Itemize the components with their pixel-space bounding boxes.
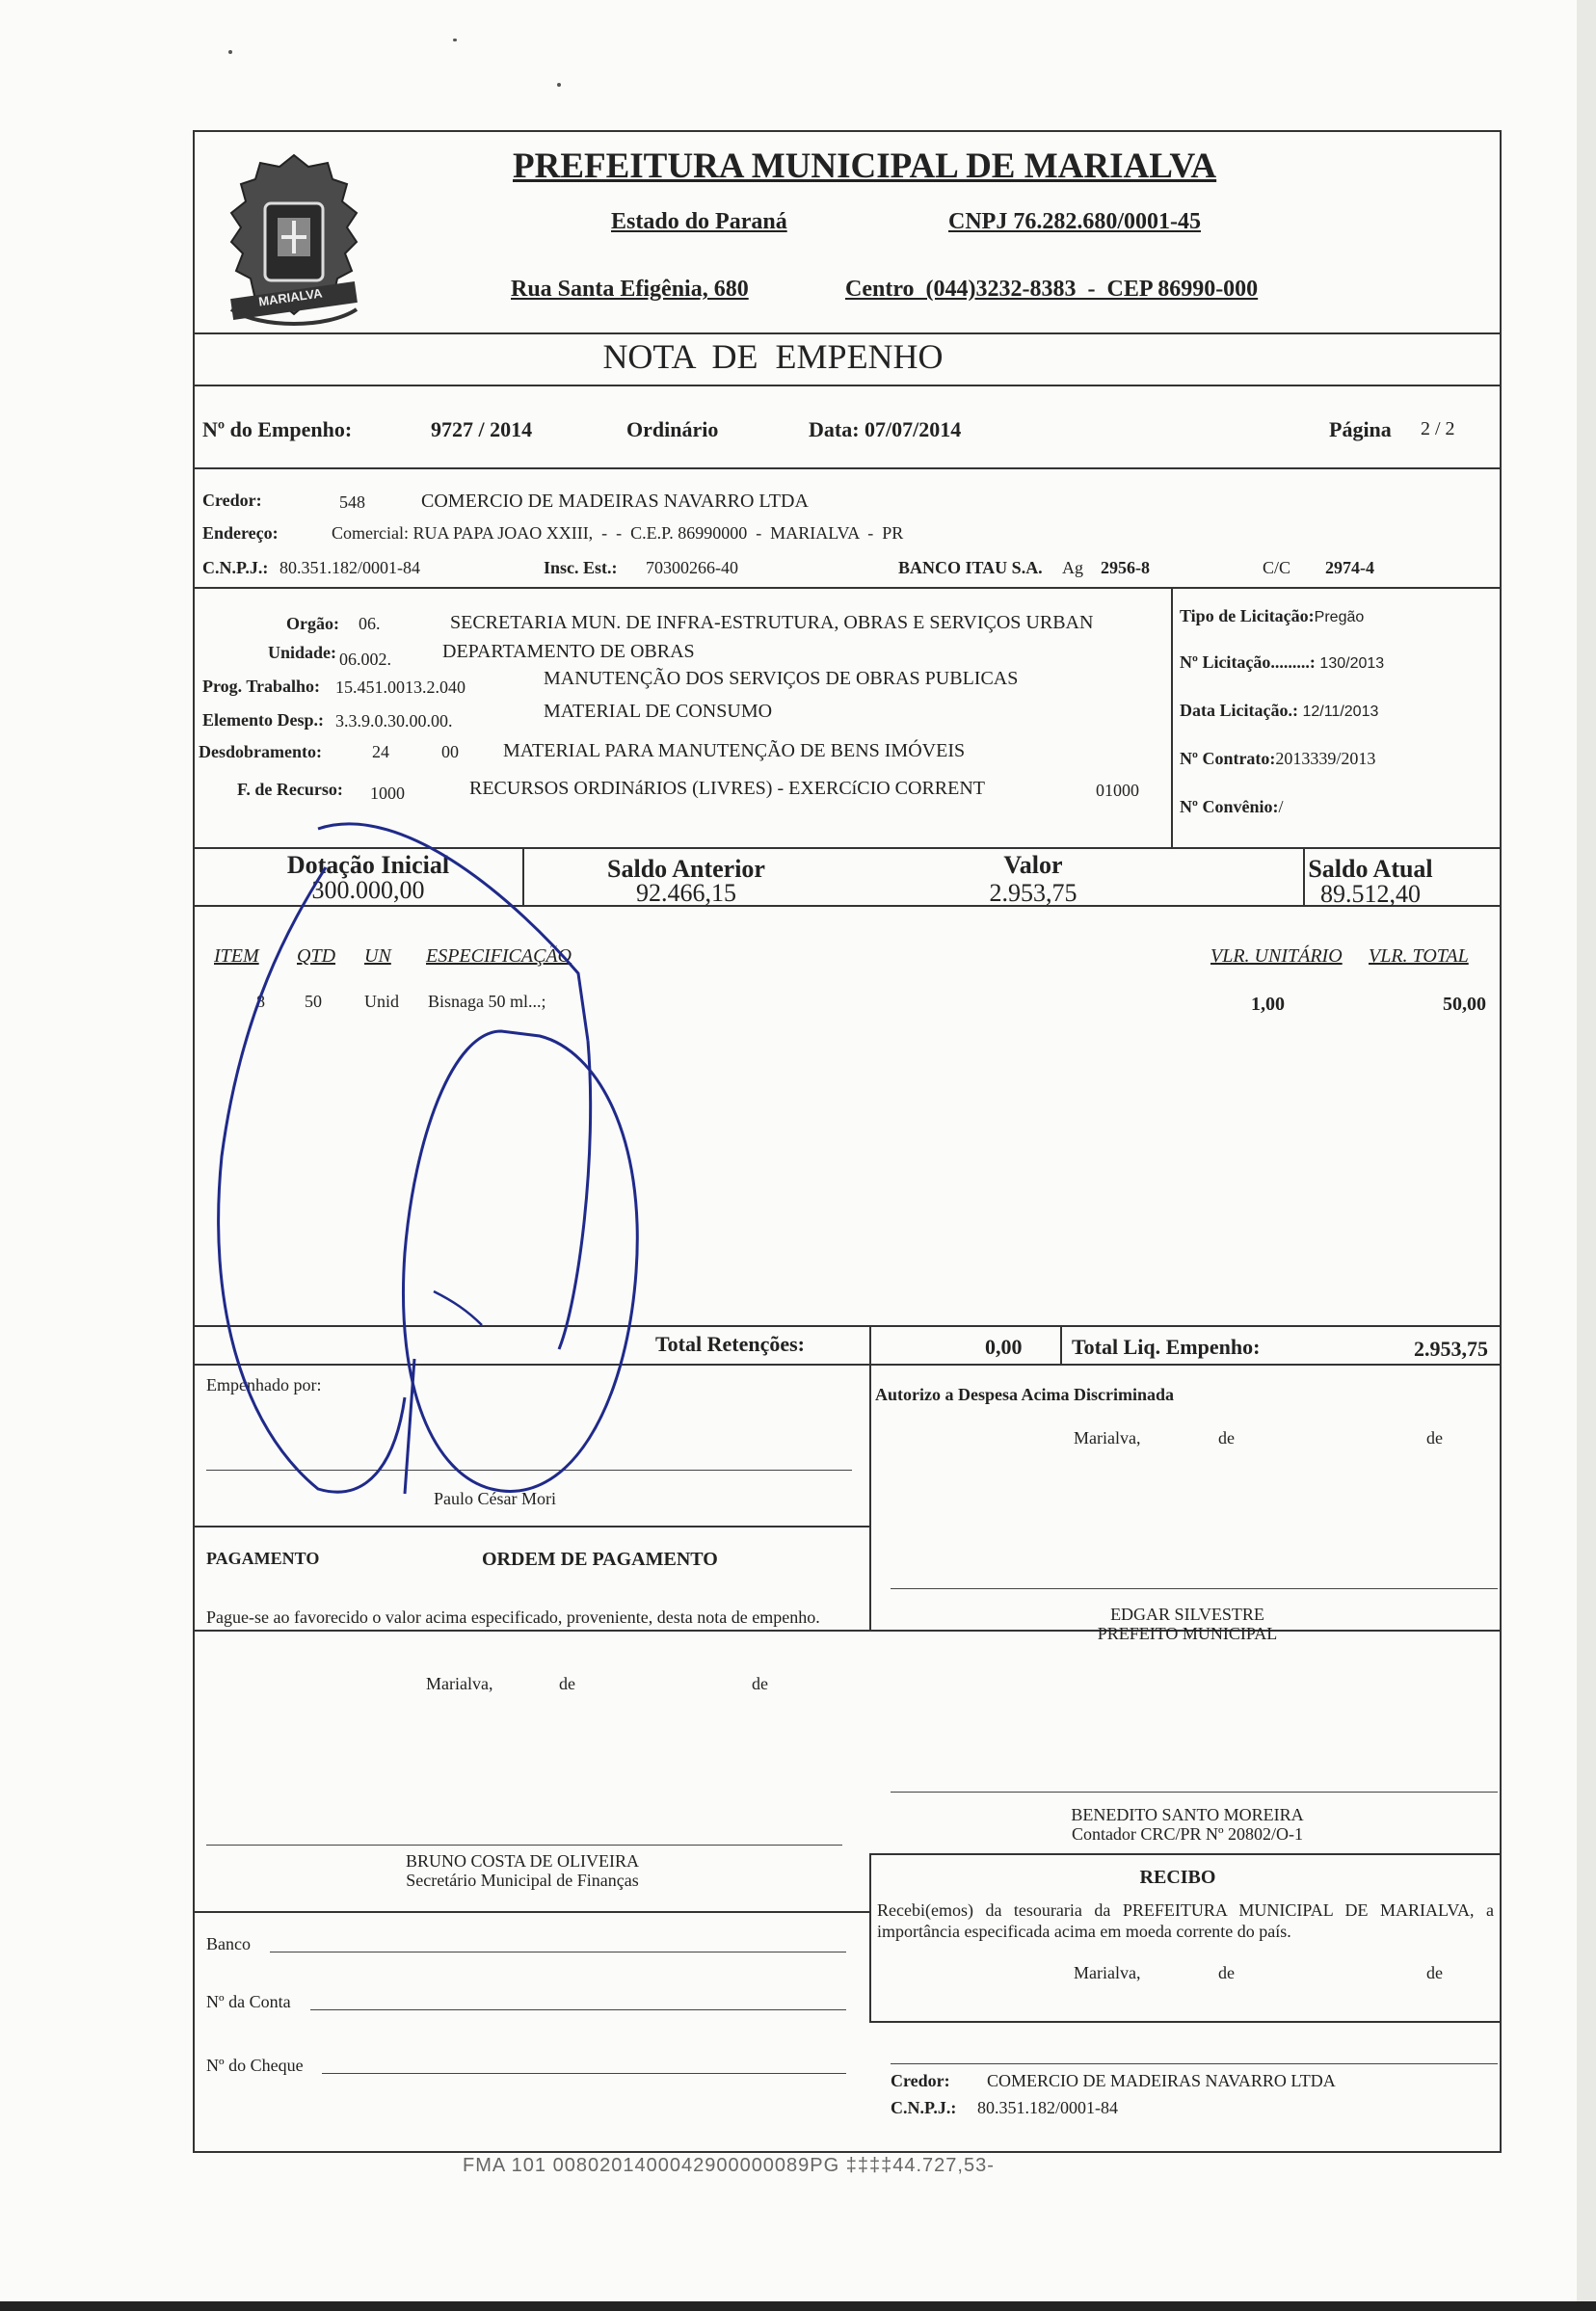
empenho-type: Ordinário — [626, 417, 719, 441]
saldo-atual-value: 89.512,40 — [1320, 880, 1421, 908]
receipt-city: Marialva, — [1074, 1963, 1141, 1982]
retencoes-label: Total Retenções: — [655, 1332, 805, 1356]
saldo-atual-label: Saldo Atual — [1308, 855, 1433, 883]
receipt-credor-value: COMERCIO DE MADEIRAS NAVARRO LTDA — [987, 2071, 1336, 2090]
item-qty: 50 — [305, 992, 322, 1011]
valor-label: Valor — [1003, 851, 1063, 879]
valor-value: 2.953,75 — [989, 879, 1077, 907]
tipo-licitacao-value: Pregão — [1314, 609, 1365, 625]
prog-label: Prog. Trabalho: — [202, 677, 321, 696]
orgao-label: Orgão: — [286, 614, 339, 633]
receipt-credor-label: Credor: — [891, 2071, 950, 2090]
recurso-code2: 01000 — [1096, 781, 1139, 800]
authorization-de2: de — [1426, 1428, 1443, 1448]
cnpj-label: C.N.P.J.: — [202, 558, 269, 577]
desdobramento-code2: 00 — [441, 742, 459, 761]
authorization-de1: de — [1218, 1428, 1235, 1448]
pagamento-label: PAGAMENTO — [206, 1549, 320, 1568]
retencoes-value: 0,00 — [985, 1335, 1023, 1359]
col-header-item: ITEM — [214, 945, 259, 967]
mayor-title: PREFEITO MUNICIPAL — [1097, 1624, 1278, 1643]
convenio-value: / — [1278, 797, 1284, 816]
agency-label: Ag — [1062, 558, 1083, 577]
unidade-label: Unidade: — [268, 643, 337, 662]
empenho-number: 9727 / 2014 — [431, 417, 533, 441]
banco-label: Banco — [206, 1934, 251, 1953]
col-header-qtd: QTD — [297, 945, 336, 967]
col-header-un: UN — [364, 945, 391, 967]
endereco-value: Comercial: RUA PAPA JOAO XXIII, - - C.E.P. 86990000 - MARIALVA - PR — [332, 523, 904, 543]
desdobramento-label: Desdobramento: — [199, 742, 322, 761]
payment-de1: de — [559, 1674, 575, 1693]
mayor-name: EDGAR SILVESTRE — [1110, 1605, 1264, 1624]
payment-de2: de — [752, 1674, 768, 1693]
footer-stamp: FMA 101 0080201400042900000089PG ‡‡‡‡44.727,53- — [463, 2155, 995, 2176]
insc-label: Insc. Est.: — [544, 558, 618, 577]
empenho-label: Nº do Empenho: — [202, 417, 353, 441]
saldo-anterior-value: 92.466,15 — [636, 879, 736, 907]
elemento-code: 3.3.9.0.30.00.00. — [335, 711, 453, 730]
payment-city: Marialva, — [426, 1674, 493, 1693]
unidade-code: 06.002. — [339, 650, 391, 669]
cnpj-value: 80.351.182/0001-84 — [279, 558, 420, 577]
recurso-code: 1000 — [370, 784, 405, 803]
licitacao-date-label-text: Data Licitação.: — [1180, 701, 1298, 720]
page-label: Página — [1329, 417, 1392, 441]
pague-text: Pague-se ao favorecido o valor acima especificado, proveniente, desta nota de empenho. — [206, 1607, 820, 1627]
receipt-de2: de — [1426, 1963, 1443, 1982]
item-description: Bisnaga 50 ml...; — [428, 992, 546, 1011]
col-header-vlr-total: VLR. TOTAL — [1369, 945, 1469, 967]
receipt-cnpj-value: 80.351.182/0001-84 — [977, 2098, 1118, 2117]
bank-name: BANCO ITAU S.A. — [898, 558, 1043, 577]
ordem-pagamento-label: ORDEM DE PAGAMENTO — [482, 1549, 718, 1570]
liq-empenho-value: 2.953,75 — [1414, 1337, 1488, 1361]
saldo-anterior-label: Saldo Anterior — [607, 855, 765, 883]
authorization-city: Marialva, — [1074, 1428, 1141, 1448]
header-state: Estado do Paraná — [611, 209, 787, 234]
recurso-desc: RECURSOS ORDINáRIOS (LIVRES) - EXERCíCIO CORRENT — [469, 778, 986, 799]
elemento-label: Elemento Desp.: — [202, 710, 324, 730]
insc-value: 70300266-40 — [646, 558, 738, 577]
item-number: 8 — [256, 992, 265, 1011]
dotacao-value: 300.000,00 — [311, 876, 425, 904]
liq-empenho-label: Total Liq. Empenho: — [1072, 1335, 1261, 1359]
page-number: 2 / 2 — [1421, 418, 1455, 439]
endereco-label: Endereço: — [202, 523, 279, 543]
header-address: Rua Santa Efigênia, 680 — [511, 277, 749, 302]
recurso-label: F. de Recurso: — [237, 780, 343, 799]
finance-title: Secretário Municipal de Finanças — [406, 1871, 639, 1890]
col-header-especificacao: ESPECIFICAÇÃO — [426, 945, 572, 967]
orgao-desc: SECRETARIA MUN. DE INFRA-ESTRUTURA, OBRAS E SERVIÇOS URBAN — [450, 612, 1094, 633]
credor-label: Credor: — [202, 491, 262, 510]
credor-name: COMERCIO DE MADEIRAS NAVARRO LTDA — [421, 491, 809, 512]
header-contact: Centro (044)3232-8383 - CEP 86990-000 — [845, 277, 1259, 302]
dotacao-label: Dotação Inicial — [286, 851, 450, 879]
prog-desc: MANUTENÇÃO DOS SERVIÇOS DE OBRAS PUBLICAS — [544, 668, 1019, 689]
header-cnpj: CNPJ 76.282.680/0001-45 — [948, 209, 1201, 234]
document-title: NOTA DE EMPENHO — [602, 337, 944, 376]
cheque-label: Nº do Cheque — [206, 2056, 304, 2075]
orgao-code: 06. — [359, 614, 381, 633]
item-total: 50,00 — [1443, 994, 1486, 1015]
desdobramento-code1: 24 — [372, 742, 389, 761]
conta-label: Nº da Conta — [206, 1992, 291, 2011]
receipt-text: Recebi(emos) da tesouraria da PREFEITURA MUNICIPAL DE MARIALVA, a importância especificada acima em moeda corrente do país. — [877, 1900, 1494, 1941]
credor-code: 548 — [339, 492, 365, 512]
desdobramento-desc: MATERIAL PARA MANUTENÇÃO DE BENS IMÓVEIS — [503, 740, 966, 761]
licitacao-num-label-text: Nº Licitação.........: — [1180, 652, 1316, 672]
empenhado-name: Paulo César Mori — [434, 1489, 556, 1508]
agency-value: 2956-8 — [1101, 558, 1150, 577]
item-unit-price: 1,00 — [1251, 994, 1285, 1015]
account-value: 2974-4 — [1325, 558, 1374, 577]
elemento-desc: MATERIAL DE CONSUMO — [544, 701, 773, 722]
accountant-name: BENEDITO SANTO MOREIRA — [1071, 1805, 1304, 1824]
empenho-date: Data: 07/07/2014 — [809, 417, 962, 441]
accountant-title: Contador CRC/PR Nº 20802/O-1 — [1071, 1824, 1304, 1844]
empenhado-label: Empenhado por: — [206, 1375, 322, 1395]
account-label: C/C — [1263, 558, 1291, 577]
convenio-label-text: Nº Convênio: — [1180, 797, 1279, 816]
receipt-cnpj-label: C.N.P.J.: — [891, 2098, 957, 2117]
receipt-title: RECIBO — [1139, 1867, 1216, 1888]
item-unit: Unid — [364, 992, 399, 1011]
col-header-vlr-unitario: VLR. UNITÁRIO — [1210, 945, 1343, 967]
autorizo-text: Autorizo a Despesa Acima Discriminada — [875, 1385, 1174, 1404]
licitacao-num-value: 130/2013 — [1319, 655, 1385, 672]
receipt-de1: de — [1218, 1963, 1235, 1982]
contrato-value: 2013339/2013 — [1275, 749, 1376, 768]
licitacao-date-value: 12/11/2013 — [1302, 704, 1379, 720]
unidade-desc: DEPARTAMENTO DE OBRAS — [442, 641, 695, 662]
finance-name: BRUNO COSTA DE OLIVEIRA — [405, 1851, 640, 1871]
crest-banner-text: MARIALVA — [257, 285, 324, 309]
contrato-label-text: Nº Contrato: — [1180, 749, 1276, 768]
tipo-licitacao-label-text: Tipo de Licitação: — [1180, 606, 1315, 625]
header-title: PREFEITURA MUNICIPAL DE MARIALVA — [513, 146, 1217, 186]
prog-code: 15.451.0013.2.040 — [335, 677, 466, 697]
